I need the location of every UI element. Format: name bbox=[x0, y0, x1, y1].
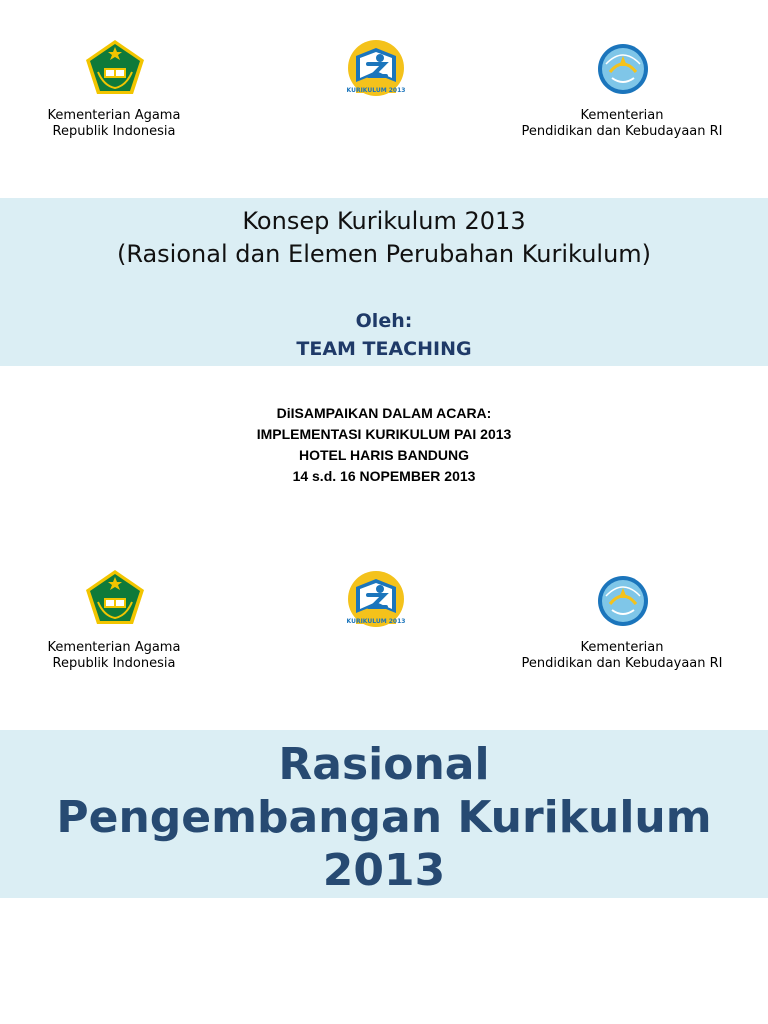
slide-2 bbox=[0, 512, 768, 1024]
right-institution-line1: Kementerian bbox=[580, 108, 664, 123]
svg-text:KURIKULUM 2013: KURIKULUM 2013 bbox=[346, 618, 406, 625]
kemenag-logo-icon bbox=[84, 568, 146, 626]
svg-text:KURIKULUM 2013: KURIKULUM 2013 bbox=[346, 87, 406, 94]
event-line3: HOTEL HARIS BANDUNG bbox=[298, 447, 470, 463]
presenter-label: Oleh: bbox=[355, 310, 413, 332]
left-institution-line1: Kementerian Agama bbox=[47, 640, 181, 655]
kemendikbud-logo-icon bbox=[596, 42, 650, 96]
right-institution-line2: Pendidikan dan Kebudayaan RI bbox=[521, 656, 723, 671]
event-line1: DiISAMPAIKAN DALAM ACARA: bbox=[276, 405, 492, 421]
right-institution-line2: Pendidikan dan Kebudayaan RI bbox=[521, 124, 723, 139]
kemendikbud-logo-icon bbox=[596, 574, 650, 628]
event-line2: IMPLEMENTASI KURIKULUM PAI 2013 bbox=[256, 426, 512, 442]
title-line1: Konsep Kurikulum 2013 bbox=[242, 207, 526, 235]
left-institution-name bbox=[14, 108, 214, 140]
left-institution-name bbox=[14, 640, 214, 672]
presentation-title bbox=[0, 205, 768, 271]
right-institution-line1: Kementerian bbox=[580, 640, 664, 655]
event-details bbox=[0, 403, 768, 487]
kurikulum-2013-logo-icon bbox=[346, 38, 406, 98]
kurikulum-2013-logo-icon bbox=[346, 569, 406, 629]
right-institution-name bbox=[486, 108, 758, 140]
presenter-block bbox=[0, 307, 768, 363]
right-institution-name bbox=[486, 640, 758, 672]
presenter-name: TEAM TEACHING bbox=[296, 338, 472, 360]
kemenag-logo-icon bbox=[84, 38, 146, 96]
section-title-line3: 2013 bbox=[322, 845, 446, 896]
title-line2: (Rasional dan Elemen Perubahan Kurikulum) bbox=[116, 240, 652, 268]
section-title-line1: Rasional bbox=[278, 739, 490, 790]
section-title-line2: Pengembangan Kurikulum bbox=[56, 792, 712, 843]
left-institution-line2: Republik Indonesia bbox=[52, 124, 176, 139]
left-institution-line2: Republik Indonesia bbox=[52, 656, 176, 671]
left-institution-line1: Kementerian Agama bbox=[47, 108, 181, 123]
section-title bbox=[0, 738, 768, 897]
event-line4: 14 s.d. 16 NOPEMBER 2013 bbox=[292, 468, 476, 484]
